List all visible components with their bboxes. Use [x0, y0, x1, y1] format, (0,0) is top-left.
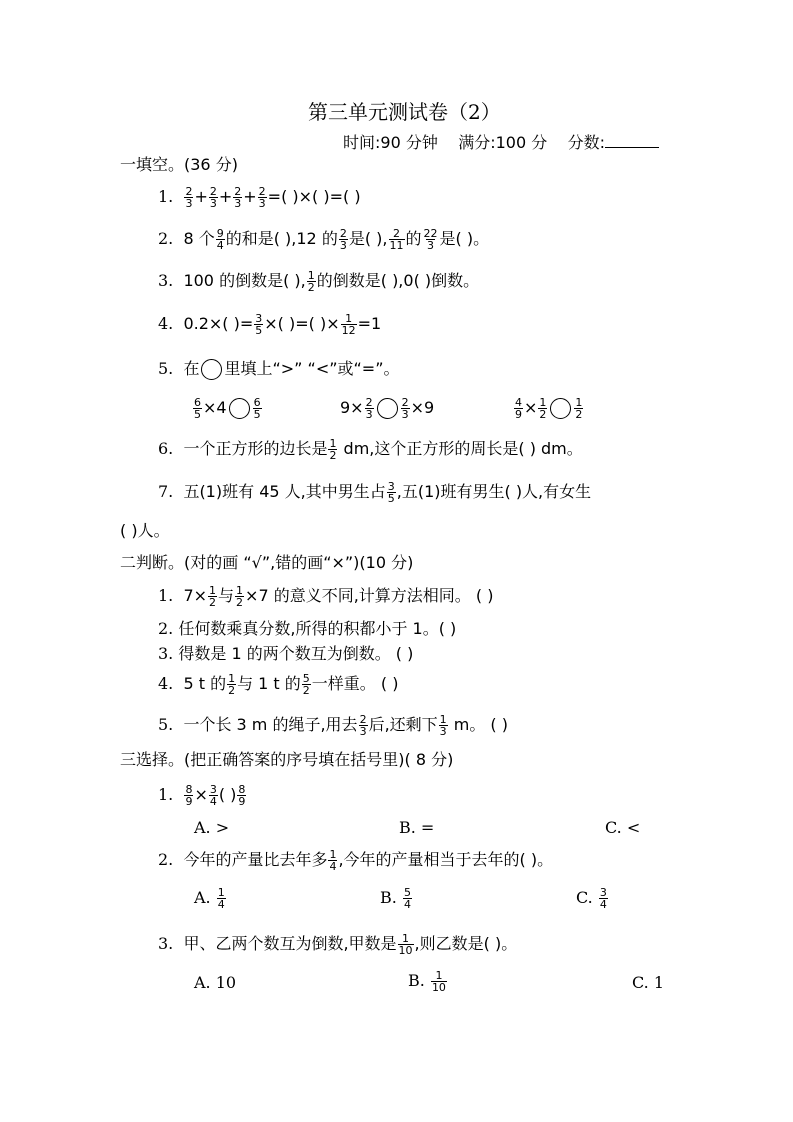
s1-question-7: 7. 五(1)班有 45 人,其中男生占 $\frac{3}{5}$ ,五(1)班有男生( )人,有女生 [158, 480, 592, 505]
s1-q5-expression-2: 9× $\frac{2}{3}$ $\frac{2}{3}$ ×9 [340, 396, 435, 421]
s1-question-3: 3. 100 的倒数是( ), $\frac{1}{2}$ 的倒数是( ),0( )倒数。 [158, 269, 480, 294]
full-score-label: 满分:100 分 [458, 133, 548, 152]
s1-question-4: 4. 0.2×( )= $\frac{3}{5}$ ×( )=( )× $\frac{1}{12}$ =1 [158, 312, 382, 337]
page-title: 第三单元测试卷（2） [308, 100, 501, 124]
s2-question-2: 2. 任何数乘真分数,所得的积都小于 1。( ) [158, 619, 457, 638]
s1-q5-expression-3: $\frac{4}{9}$ × $\frac{1}{2}$ $\frac{1}{2}$ [515, 396, 583, 421]
s3-q3-option-a: A. 10 [194, 973, 237, 992]
exam-info [343, 133, 659, 151]
question-number: 1. [158, 187, 174, 206]
s1-question-1: 1. $\frac{2}{3}$ + $\frac{2}{3}$ + $\frac{2}{3}$ + $\frac{2}{3}$ =( )×( )=( ) [158, 185, 361, 210]
circle-icon [229, 398, 250, 419]
s3-q1-option-c: C. < [605, 818, 641, 837]
s3-question-1: 1. $\frac{8}{9}$ × $\frac{3}{4}$ ( ) $\frac{8}{9}$ [158, 783, 246, 808]
s3-q1-option-a: A. > [194, 818, 230, 837]
section-1-title: 一填空。(36 分) [120, 155, 238, 174]
s2-question-1: 1. 7× $\frac{1}{2}$ 与 $\frac{1}{2}$ ×7 的意义不同,计算方法相同。 ( ) [158, 584, 494, 609]
circle-icon [550, 398, 571, 419]
circle-icon [377, 398, 398, 419]
s3-q2-option-b: B. $\frac{5}{4}$ [380, 886, 411, 911]
s1-question-7-continued: ( )人。 [120, 521, 170, 540]
s3-q2-option-a: A. $\frac{1}{4}$ [194, 886, 225, 911]
time-label: 时间:90 分钟 [343, 133, 438, 152]
s1-question-5: 5. 在 里填上“>” “<”或“=”。 [158, 359, 400, 378]
answer-blanks: )×( )=( ) [287, 187, 361, 206]
fraction: $\frac{2}{3}$ [185, 185, 193, 210]
s3-q3-option-c: C. 1 [632, 973, 665, 992]
section-2-title: 二判断。(对的画 “√”,错的画“×”)(10 分) [120, 553, 414, 572]
s1-question-6: 6. 一个正方形的边长是 $\frac{1}{2}$ dm,这个正方形的周长是( ) dm。 [158, 437, 583, 462]
s3-q3-option-b: B. $\frac{1}{10}$ [408, 969, 446, 994]
s1-question-2: 2. 8 个 $\frac{9}{4}$ 的和是( ),12 的 $\frac{2}{3}$ 是( ), $\frac{2}{11}$ 的 $\frac{22}{3}$ 是( )。 [158, 227, 490, 252]
s2-question-4: 4. 5 t 的 $\frac{1}{2}$ 与 1 t 的 $\frac{5}{2}$ 一样重。 ( ) [158, 672, 399, 697]
s3-question-3: 3. 甲、乙两个数互为倒数,甲数是 $\frac{1}{10}$ ,则乙数是( )。 [158, 932, 518, 957]
section-3-title: 三选择。(把正确答案的序号填在括号里)( 8 分) [120, 750, 454, 769]
circle-icon [201, 359, 222, 380]
s1-q5-expression-1: $\frac{6}{5}$ ×4 $\frac{6}{5}$ [194, 396, 261, 421]
s2-question-3: 3. 得数是 1 的两个数互为倒数。 ( ) [158, 644, 414, 663]
s2-question-5: 5. 一个长 3 m 的绳子,用去 $\frac{2}{3}$ 后,还剩下 $\frac{1}{3}$ m。 ( ) [158, 713, 508, 738]
score-label: 分数: [567, 133, 605, 152]
s3-q2-option-c: C. $\frac{3}{4}$ [576, 886, 607, 911]
score-blank [605, 133, 659, 148]
s3-q1-option-b: B. = [399, 818, 435, 837]
s3-question-2: 2. 今年的产量比去年多 $\frac{1}{4}$ ,今年的产量相当于去年的( )。 [158, 848, 554, 873]
